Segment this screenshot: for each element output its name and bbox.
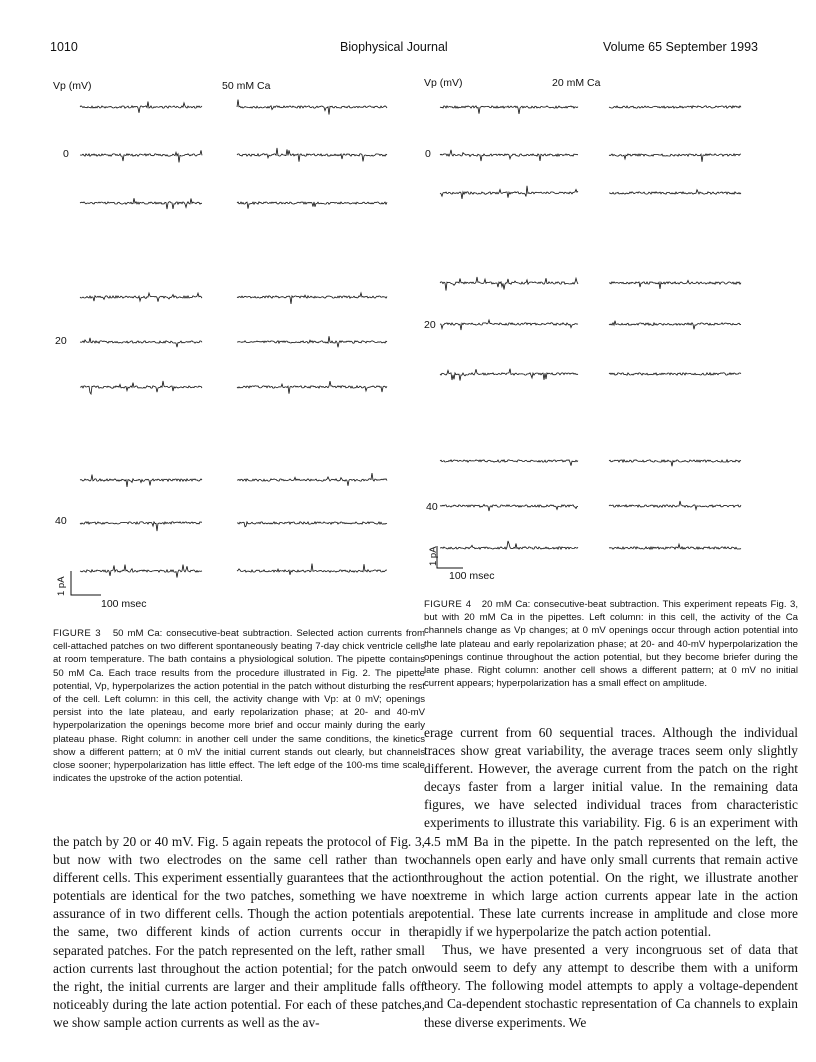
fig4-scale-current: 1 pA [428,546,439,566]
fig3-caption [53,627,425,785]
fig4-left-trace [440,344,578,404]
fig3-right-trace [237,541,387,601]
fig4-right-trace [609,344,741,404]
fig3-vp-label: Vp (mV) [53,80,92,92]
body-paragraph: the patch by 20 or 40 mV. Fig. 5 again repeats the protocol of Fig. 3, but now with two electrodes on the same cell rather than two different cells. This experiment essentially guarantees that the action potentials are identical for the two patches, something we have no assurance of in two different cells. Though the action potentials are the same, two different kinds of action currents occur in the separated patches. For the patch represented on the left, rather small action currents last throughout the action potential; for the patch on the right, the initial currents are larger and their amplitude falls off noticeably during the late action potential. For each of these patches, we show sample action currents as well as the av- [53,834,425,1030]
fig4-caption-label: FIGURE 4 [424,599,472,610]
fig3-scale-time: 100 msec [101,598,147,610]
body-paragraph: erage current from 60 sequential traces. Although the individual traces show great variability, the average traces seem only slightly different. However, the average current from the patch on the right decays faster from a larger initial value. In the remaining data figures, we have selected individual traces from characteristic experiments to illustrate this variability. Fig. 6 is an experiment with 4.5 mM Ba in the pipette. In the patch represented on the left, the channels open early and have only small currents that remain active throughout the action potential. On the right, we illustrate another extreme in which large action currents appear late in the action potential. These late currents increase in amplitude and close more rapidly if we hyperpolarize the patch action potential. [424,725,798,940]
fig3-left-trace [80,173,202,233]
fig3-row-label-20: 20 [55,335,67,347]
body-left-column [53,833,425,1032]
journal-title: Biophysical Journal [340,40,448,54]
fig3-right-trace [237,173,387,233]
fig3-caption-text: 50 mM Ca: consecutive-beat subtraction. Selected action currents from cell-attached patches on two different spontaneously beating 7-day chick ventricle cells at room temperature. The bath contains a physiological solution. The pipette contains 50 mM Ca. Each trace results from the procedure illustrated in Fig. 2. The pipette potential, Vp, hyperpolarizes the action potential in the patch without disturbing the rest of the cell. Left column: in this cell, the activity change with Vp: at 0 mV; openings persist into the late plateau, and early repolarization phase; at 20- and 40-mV hyperpolarization the openings become more brief and occur mainly during the early plateau phase. Right column: in another cell under the same conditions, the kinetics show a different pattern; at 0 mV the initial current stands out clearly, but channels close sooner; hyperpolarization has little effect. The left edge of the 100-ms time scale indicates the upstroke of the action potential. [53,628,426,785]
fig3-caption-label: FIGURE 3 [53,628,101,639]
fig3-left-trace [80,357,202,417]
fig4-caption [424,598,798,690]
body-paragraph: Thus, we have presented a very incongruous set of data that would seem to defy any attempt to describe them with a uniform theory. The following model attempts to apply a voltage-dependent and Ca-dependent stochastic representation of Ca channels to explain these diverse experiments. We [424,942,798,1030]
fig3-scale-current: 1 pA [56,576,67,596]
volume-info: Volume 65 September 1993 [603,40,758,54]
fig4-right-trace [609,518,741,578]
fig4-vp-label: Vp (mV) [424,77,463,89]
fig3-row-label-0: 0 [63,148,69,160]
fig4-condition: 20 mM Ca [552,77,601,89]
fig3-right-trace [237,357,387,417]
body-right-column [424,724,798,1032]
page-number: 1010 [50,40,78,54]
fig3-condition: 50 mM Ca [222,80,271,92]
fig4-row-label-0: 0 [425,148,431,160]
fig4-scale-bar [436,545,464,569]
fig3-row-label-40: 40 [55,515,67,527]
fig4-scale-time: 100 msec [449,570,495,582]
fig4-row-label-20: 20 [424,319,436,331]
fig4-caption-text: 20 mM Ca: consecutive-beat subtraction. This experiment repeats Fig. 3, but with 20 mM Ca in the pipettes. Left column: in this cell, the activity of the Ca channels change as Vp changes; at 0 mV openings occur through action potential into the late plateau and early repolarization phase; at 20- and 40-mV hyperpolarization the openings continue throughout the action potential, but they become briefer during the late phase. Right column: another cell shows a different pattern; at 0 mV no initial current appears; hyperpolarization has a small effect on amplitude. [424,599,798,690]
fig4-left-trace [440,163,578,223]
fig4-right-trace [609,163,741,223]
fig3-scale-bar [70,570,102,596]
fig4-row-label-40: 40 [426,501,438,513]
